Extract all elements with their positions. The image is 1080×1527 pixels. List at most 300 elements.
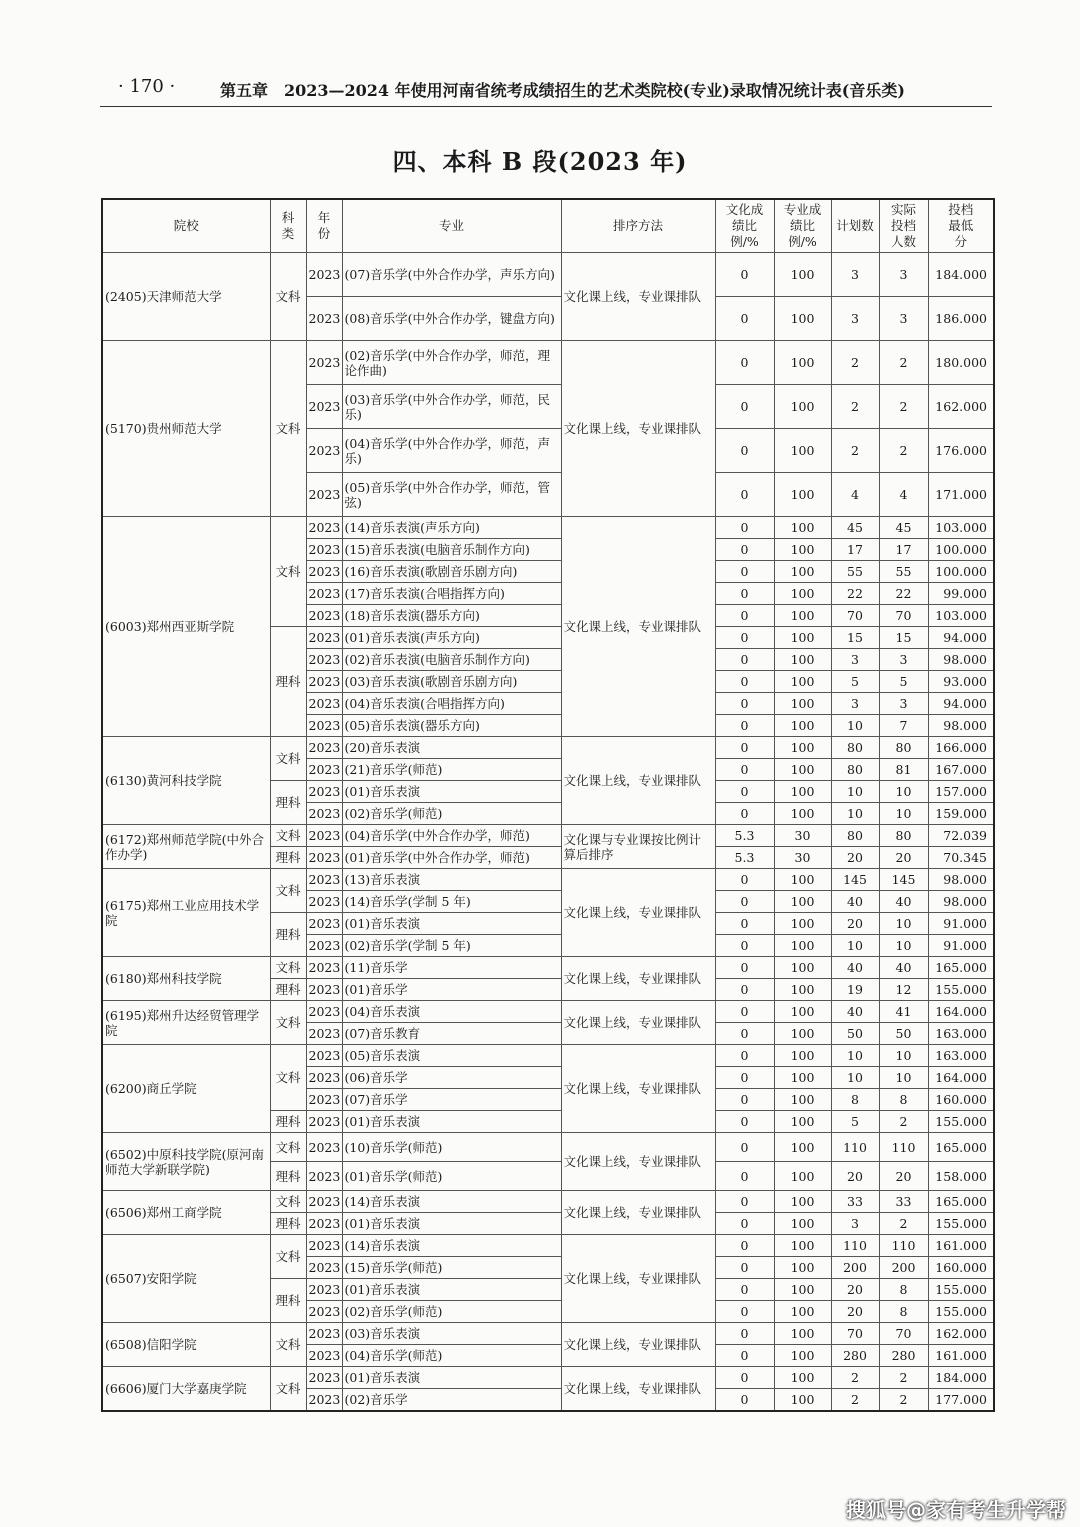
min-score-cell: 171.000 — [928, 473, 994, 517]
culture-ratio-cell: 0 — [715, 1235, 774, 1257]
school-cell: (2405)天津师范大学 — [102, 253, 270, 341]
method-cell: 文化课上线，专业课排队 — [561, 517, 715, 737]
plan-count-cell: 45 — [831, 517, 879, 539]
actual-count-cell: 3 — [879, 649, 928, 671]
major-ratio-cell: 100 — [774, 957, 831, 979]
min-score-cell: 186.000 — [928, 297, 994, 341]
min-score-cell: 93.000 — [928, 671, 994, 693]
plan-count-cell: 5 — [831, 671, 879, 693]
min-score-cell: 158.000 — [928, 1162, 994, 1191]
category-cell: 理科 — [270, 1213, 306, 1235]
year-cell: 2023 — [306, 253, 342, 297]
major-cell: (02)音乐学(师范) — [342, 803, 561, 825]
min-score-cell: 177.000 — [928, 1389, 994, 1411]
culture-ratio-cell: 0 — [715, 297, 774, 341]
actual-count-cell: 2 — [879, 1213, 928, 1235]
category-cell: 文科 — [270, 517, 306, 627]
major-ratio-cell: 100 — [774, 781, 831, 803]
culture-ratio-cell: 0 — [715, 1279, 774, 1301]
table-row — [102, 1045, 994, 1067]
major-cell: (11)音乐学 — [342, 957, 561, 979]
method-cell: 文化课上线，专业课排队 — [561, 1045, 715, 1133]
actual-count-cell: 3 — [879, 297, 928, 341]
category-cell: 文科 — [270, 1323, 306, 1367]
plan-count-cell: 50 — [831, 1023, 879, 1045]
method-cell: 文化课上线，专业课排队 — [561, 1367, 715, 1411]
actual-count-cell: 17 — [879, 539, 928, 561]
plan-count-cell: 20 — [831, 913, 879, 935]
major-cell: (13)音乐表演 — [342, 869, 561, 891]
major-ratio-cell: 100 — [774, 1301, 831, 1323]
school-cell: (6175)郑州工业应用技术学院 — [102, 869, 270, 957]
plan-count-cell: 19 — [831, 979, 879, 1001]
min-score-cell: 184.000 — [928, 1367, 994, 1389]
min-score-cell: 98.000 — [928, 869, 994, 891]
category-cell: 文科 — [270, 1235, 306, 1279]
major-cell: (05)音乐表演(器乐方向) — [342, 715, 561, 737]
plan-count-cell: 3 — [831, 693, 879, 715]
year-cell: 2023 — [306, 693, 342, 715]
category-cell: 文科 — [270, 1367, 306, 1411]
culture-ratio-cell: 0 — [715, 891, 774, 913]
year-cell: 2023 — [306, 1389, 342, 1411]
culture-ratio-cell: 0 — [715, 539, 774, 561]
year-cell: 2023 — [306, 1301, 342, 1323]
table-row — [102, 1191, 994, 1213]
major-cell: (02)音乐学 — [342, 1389, 561, 1411]
category-cell: 文科 — [270, 1191, 306, 1213]
actual-count-cell: 70 — [879, 1323, 928, 1345]
major-ratio-cell: 100 — [774, 1162, 831, 1191]
plan-count-cell: 17 — [831, 539, 879, 561]
plan-count-cell: 20 — [831, 1162, 879, 1191]
school-cell: (6195)郑州升达经贸管理学院 — [102, 1001, 270, 1045]
plan-count-cell: 80 — [831, 737, 879, 759]
major-ratio-cell: 100 — [774, 297, 831, 341]
category-cell: 理科 — [270, 1162, 306, 1191]
major-ratio-cell: 100 — [774, 759, 831, 781]
plan-count-cell: 110 — [831, 1133, 879, 1162]
year-cell: 2023 — [306, 1191, 342, 1213]
school-cell: (6606)厦门大学嘉庚学院 — [102, 1367, 270, 1411]
table-row — [102, 517, 994, 539]
min-score-cell: 155.000 — [928, 1213, 994, 1235]
min-score-cell: 160.000 — [928, 1257, 994, 1279]
year-cell: 2023 — [306, 1162, 342, 1191]
actual-count-cell: 41 — [879, 1001, 928, 1023]
column-header: 科类 — [270, 199, 306, 253]
major-ratio-cell: 100 — [774, 1389, 831, 1411]
culture-ratio-cell: 0 — [715, 1111, 774, 1133]
actual-count-cell: 70 — [879, 605, 928, 627]
culture-ratio-cell: 0 — [715, 1389, 774, 1411]
actual-count-cell: 20 — [879, 847, 928, 869]
year-cell: 2023 — [306, 561, 342, 583]
major-cell: (02)音乐学(中外合作办学，师范，理论作曲) — [342, 341, 561, 385]
method-cell: 文化课上线，专业课排队 — [561, 737, 715, 825]
actual-count-cell: 10 — [879, 803, 928, 825]
min-score-cell: 94.000 — [928, 693, 994, 715]
category-cell: 文科 — [270, 825, 306, 847]
actual-count-cell: 10 — [879, 781, 928, 803]
method-cell: 文化课上线，专业课排队 — [561, 869, 715, 957]
min-score-cell: 162.000 — [928, 385, 994, 429]
major-cell: (03)音乐表演 — [342, 1323, 561, 1345]
culture-ratio-cell: 0 — [715, 1257, 774, 1279]
year-cell: 2023 — [306, 869, 342, 891]
culture-ratio-cell: 0 — [715, 1367, 774, 1389]
page-number: · 170 · — [118, 76, 176, 97]
plan-count-cell: 70 — [831, 1323, 879, 1345]
school-cell: (6180)郑州科技学院 — [102, 957, 270, 1001]
major-cell: (01)音乐表演(声乐方向) — [342, 627, 561, 649]
min-score-cell: 165.000 — [928, 1133, 994, 1162]
year-cell: 2023 — [306, 935, 342, 957]
actual-count-cell: 10 — [879, 935, 928, 957]
year-cell: 2023 — [306, 605, 342, 627]
actual-count-cell: 7 — [879, 715, 928, 737]
min-score-cell: 159.000 — [928, 803, 994, 825]
actual-count-cell: 110 — [879, 1133, 928, 1162]
plan-count-cell: 145 — [831, 869, 879, 891]
major-ratio-cell: 100 — [774, 935, 831, 957]
major-cell: (04)音乐表演(合唱指挥方向) — [342, 693, 561, 715]
culture-ratio-cell: 0 — [715, 979, 774, 1001]
culture-ratio-cell: 0 — [715, 429, 774, 473]
min-score-cell: 100.000 — [928, 539, 994, 561]
plan-count-cell: 3 — [831, 649, 879, 671]
table-row — [102, 869, 994, 891]
plan-count-cell: 10 — [831, 781, 879, 803]
major-ratio-cell: 100 — [774, 1089, 831, 1111]
min-score-cell: 180.000 — [928, 341, 994, 385]
major-ratio-cell: 30 — [774, 847, 831, 869]
major-ratio-cell: 100 — [774, 715, 831, 737]
category-cell: 文科 — [270, 737, 306, 781]
min-score-cell: 72.039 — [928, 825, 994, 847]
table-header — [102, 199, 994, 253]
major-ratio-cell: 100 — [774, 539, 831, 561]
actual-count-cell: 45 — [879, 517, 928, 539]
major-cell: (02)音乐学(学制 5 年) — [342, 935, 561, 957]
major-ratio-cell: 100 — [774, 737, 831, 759]
culture-ratio-cell: 5.3 — [715, 825, 774, 847]
actual-count-cell: 55 — [879, 561, 928, 583]
category-cell: 文科 — [270, 1133, 306, 1162]
actual-count-cell: 2 — [879, 1111, 928, 1133]
plan-count-cell: 5 — [831, 1111, 879, 1133]
culture-ratio-cell: 0 — [715, 781, 774, 803]
major-cell: (21)音乐学(师范) — [342, 759, 561, 781]
culture-ratio-cell: 0 — [715, 715, 774, 737]
major-ratio-cell: 100 — [774, 671, 831, 693]
min-score-cell: 184.000 — [928, 253, 994, 297]
plan-count-cell: 40 — [831, 891, 879, 913]
header-rule — [100, 106, 992, 107]
year-cell: 2023 — [306, 297, 342, 341]
major-ratio-cell: 30 — [774, 825, 831, 847]
plan-count-cell: 10 — [831, 803, 879, 825]
culture-ratio-cell: 0 — [715, 605, 774, 627]
major-cell: (01)音乐表演 — [342, 913, 561, 935]
school-cell: (6172)郑州师范学院(中外合作办学) — [102, 825, 270, 869]
year-cell: 2023 — [306, 1089, 342, 1111]
school-cell: (6130)黄河科技学院 — [102, 737, 270, 825]
school-cell: (6508)信阳学院 — [102, 1323, 270, 1367]
table-row — [102, 737, 994, 759]
plan-count-cell: 280 — [831, 1345, 879, 1367]
culture-ratio-cell: 0 — [715, 1023, 774, 1045]
school-cell: (6502)中原科技学院(原河南师范大学新联学院) — [102, 1133, 270, 1191]
major-cell: (07)音乐学(中外合作办学，声乐方向) — [342, 253, 561, 297]
actual-count-cell: 4 — [879, 473, 928, 517]
major-cell: (01)音乐表演 — [342, 1111, 561, 1133]
min-score-cell: 161.000 — [928, 1345, 994, 1367]
category-cell: 理科 — [270, 847, 306, 869]
actual-count-cell: 15 — [879, 627, 928, 649]
major-cell: (02)音乐表演(电脑音乐制作方向) — [342, 649, 561, 671]
table-row — [102, 957, 994, 979]
min-score-cell: 161.000 — [928, 1235, 994, 1257]
major-ratio-cell: 100 — [774, 473, 831, 517]
culture-ratio-cell: 0 — [715, 1323, 774, 1345]
section-title: 四、本科 B 段(2023 年) — [392, 147, 688, 176]
culture-ratio-cell: 0 — [715, 1345, 774, 1367]
year-cell: 2023 — [306, 781, 342, 803]
major-ratio-cell: 100 — [774, 1367, 831, 1389]
method-cell: 文化课上线，专业课排队 — [561, 1001, 715, 1045]
major-ratio-cell: 100 — [774, 1323, 831, 1345]
table-row — [102, 1235, 994, 1257]
major-cell: (14)音乐表演(声乐方向) — [342, 517, 561, 539]
column-header: 排序方法 — [561, 199, 715, 253]
major-cell: (06)音乐学 — [342, 1067, 561, 1089]
table-row — [102, 825, 994, 847]
year-cell: 2023 — [306, 1213, 342, 1235]
major-cell: (01)音乐表演 — [342, 781, 561, 803]
major-ratio-cell: 100 — [774, 1045, 831, 1067]
major-cell: (04)音乐学(中外合作办学，师范，声乐) — [342, 429, 561, 473]
plan-count-cell: 55 — [831, 561, 879, 583]
major-cell: (16)音乐表演(歌剧音乐剧方向) — [342, 561, 561, 583]
major-cell: (01)音乐表演 — [342, 1367, 561, 1389]
table-row — [102, 1133, 994, 1162]
major-cell: (15)音乐学(师范) — [342, 1257, 561, 1279]
method-cell: 文化课与专业课按比例计算后排序 — [561, 825, 715, 869]
plan-count-cell: 40 — [831, 957, 879, 979]
actual-count-cell: 80 — [879, 825, 928, 847]
major-ratio-cell: 100 — [774, 385, 831, 429]
culture-ratio-cell: 0 — [715, 759, 774, 781]
major-cell: (03)音乐表演(歌剧音乐剧方向) — [342, 671, 561, 693]
culture-ratio-cell: 0 — [715, 869, 774, 891]
major-ratio-cell: 100 — [774, 1111, 831, 1133]
year-cell: 2023 — [306, 1133, 342, 1162]
min-score-cell: 163.000 — [928, 1045, 994, 1067]
column-header: 年份 — [306, 199, 342, 253]
major-ratio-cell: 100 — [774, 1023, 831, 1045]
major-ratio-cell: 100 — [774, 253, 831, 297]
culture-ratio-cell: 0 — [715, 385, 774, 429]
major-ratio-cell: 100 — [774, 803, 831, 825]
category-cell: 理科 — [270, 913, 306, 957]
major-cell: (04)音乐学(师范) — [342, 1345, 561, 1367]
min-score-cell: 98.000 — [928, 649, 994, 671]
culture-ratio-cell: 0 — [715, 1067, 774, 1089]
major-ratio-cell: 100 — [774, 1191, 831, 1213]
running-head: 第五章 2023—2024 年使用河南省统考成绩招生的艺术类院校(专业)录取情况统计表(音乐类) — [220, 81, 905, 100]
actual-count-cell: 110 — [879, 1235, 928, 1257]
min-score-cell: 103.000 — [928, 605, 994, 627]
major-ratio-cell: 100 — [774, 561, 831, 583]
year-cell: 2023 — [306, 1111, 342, 1133]
major-ratio-cell: 100 — [774, 517, 831, 539]
major-cell: (01)音乐表演 — [342, 1213, 561, 1235]
actual-count-cell: 50 — [879, 1023, 928, 1045]
min-score-cell: 157.000 — [928, 781, 994, 803]
year-cell: 2023 — [306, 825, 342, 847]
min-score-cell: 164.000 — [928, 1001, 994, 1023]
major-ratio-cell: 100 — [774, 649, 831, 671]
actual-count-cell: 200 — [879, 1257, 928, 1279]
plan-count-cell: 10 — [831, 1067, 879, 1089]
culture-ratio-cell: 0 — [715, 1133, 774, 1162]
plan-count-cell: 10 — [831, 715, 879, 737]
year-cell: 2023 — [306, 737, 342, 759]
min-score-cell: 103.000 — [928, 517, 994, 539]
plan-count-cell: 2 — [831, 341, 879, 385]
actual-count-cell: 22 — [879, 583, 928, 605]
culture-ratio-cell: 0 — [715, 1001, 774, 1023]
culture-ratio-cell: 0 — [715, 517, 774, 539]
year-cell: 2023 — [306, 1023, 342, 1045]
culture-ratio-cell: 0 — [715, 583, 774, 605]
major-cell: (01)音乐表演 — [342, 1279, 561, 1301]
culture-ratio-cell: 0 — [715, 253, 774, 297]
plan-count-cell: 33 — [831, 1191, 879, 1213]
actual-count-cell: 8 — [879, 1301, 928, 1323]
culture-ratio-cell: 0 — [715, 957, 774, 979]
school-cell: (6200)商丘学院 — [102, 1045, 270, 1133]
actual-count-cell: 2 — [879, 429, 928, 473]
major-cell: (08)音乐学(中外合作办学，键盘方向) — [342, 297, 561, 341]
year-cell: 2023 — [306, 1279, 342, 1301]
culture-ratio-cell: 0 — [715, 627, 774, 649]
method-cell: 文化课上线，专业课排队 — [561, 957, 715, 1001]
culture-ratio-cell: 0 — [715, 473, 774, 517]
table-row — [102, 253, 994, 297]
culture-ratio-cell: 0 — [715, 737, 774, 759]
category-cell: 文科 — [270, 1001, 306, 1045]
year-cell: 2023 — [306, 847, 342, 869]
year-cell: 2023 — [306, 979, 342, 1001]
method-cell: 文化课上线，专业课排队 — [561, 341, 715, 517]
actual-count-cell: 40 — [879, 957, 928, 979]
actual-count-cell: 280 — [879, 1345, 928, 1367]
plan-count-cell: 20 — [831, 847, 879, 869]
column-header: 专业 — [342, 199, 561, 253]
min-score-cell: 165.000 — [928, 957, 994, 979]
major-cell: (01)音乐学(中外合作办学，师范) — [342, 847, 561, 869]
major-ratio-cell: 100 — [774, 1257, 831, 1279]
min-score-cell: 165.000 — [928, 1191, 994, 1213]
method-cell: 文化课上线，专业课排队 — [561, 1235, 715, 1323]
category-cell: 文科 — [270, 341, 306, 517]
year-cell: 2023 — [306, 627, 342, 649]
min-score-cell: 94.000 — [928, 627, 994, 649]
actual-count-cell: 145 — [879, 869, 928, 891]
major-ratio-cell: 100 — [774, 1001, 831, 1023]
culture-ratio-cell: 0 — [715, 671, 774, 693]
major-cell: (14)音乐学(学制 5 年) — [342, 891, 561, 913]
major-ratio-cell: 100 — [774, 605, 831, 627]
major-ratio-cell: 100 — [774, 1213, 831, 1235]
min-score-cell: 155.000 — [928, 1111, 994, 1133]
major-cell: (04)音乐表演 — [342, 1001, 561, 1023]
year-cell: 2023 — [306, 1067, 342, 1089]
method-cell: 文化课上线，专业课排队 — [561, 253, 715, 341]
actual-count-cell: 20 — [879, 1162, 928, 1191]
actual-count-cell: 81 — [879, 759, 928, 781]
actual-count-cell: 10 — [879, 1045, 928, 1067]
actual-count-cell: 12 — [879, 979, 928, 1001]
major-cell: (04)音乐学(中外合作办学，师范) — [342, 825, 561, 847]
school-cell: (5170)贵州师范大学 — [102, 341, 270, 517]
actual-count-cell: 80 — [879, 737, 928, 759]
culture-ratio-cell: 0 — [715, 1089, 774, 1111]
category-cell: 理科 — [270, 979, 306, 1001]
admission-table — [101, 198, 995, 1412]
plan-count-cell: 2 — [831, 385, 879, 429]
actual-count-cell: 33 — [879, 1191, 928, 1213]
min-score-cell: 155.000 — [928, 1279, 994, 1301]
year-cell: 2023 — [306, 715, 342, 737]
year-cell: 2023 — [306, 1345, 342, 1367]
column-header: 专业成绩比例/% — [774, 199, 831, 253]
min-score-cell: 91.000 — [928, 913, 994, 935]
culture-ratio-cell: 0 — [715, 1191, 774, 1213]
plan-count-cell: 3 — [831, 297, 879, 341]
method-cell: 文化课上线，专业课排队 — [561, 1191, 715, 1235]
major-ratio-cell: 100 — [774, 583, 831, 605]
plan-count-cell: 2 — [831, 1389, 879, 1411]
year-cell: 2023 — [306, 1045, 342, 1067]
year-cell: 2023 — [306, 803, 342, 825]
major-ratio-cell: 100 — [774, 913, 831, 935]
method-cell: 文化课上线，专业课排队 — [561, 1323, 715, 1367]
year-cell: 2023 — [306, 1257, 342, 1279]
culture-ratio-cell: 5.3 — [715, 847, 774, 869]
school-cell: (6506)郑州工商学院 — [102, 1191, 270, 1235]
plan-count-cell: 2 — [831, 429, 879, 473]
min-score-cell: 164.000 — [928, 1067, 994, 1089]
school-cell: (6003)郑州西亚斯学院 — [102, 517, 270, 737]
major-cell: (07)音乐教育 — [342, 1023, 561, 1045]
actual-count-cell: 40 — [879, 891, 928, 913]
culture-ratio-cell: 0 — [715, 1162, 774, 1191]
plan-count-cell: 40 — [831, 1001, 879, 1023]
min-score-cell: 98.000 — [928, 715, 994, 737]
year-cell: 2023 — [306, 913, 342, 935]
plan-count-cell: 10 — [831, 1045, 879, 1067]
major-cell: (18)音乐表演(器乐方向) — [342, 605, 561, 627]
year-cell: 2023 — [306, 759, 342, 781]
plan-count-cell: 80 — [831, 759, 879, 781]
year-cell: 2023 — [306, 539, 342, 561]
major-ratio-cell: 100 — [774, 1133, 831, 1162]
major-cell: (03)音乐学(中外合作办学，师范，民乐) — [342, 385, 561, 429]
min-score-cell: 163.000 — [928, 1023, 994, 1045]
